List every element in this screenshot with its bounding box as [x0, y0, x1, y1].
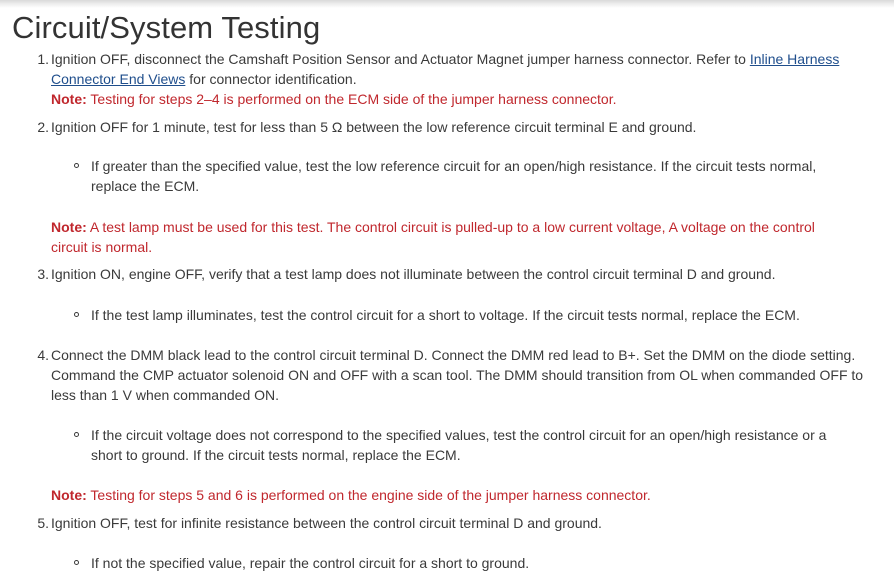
note-label: Note:: [51, 219, 87, 235]
bullet-text: If the circuit voltage does not correspond to the specified values, test the control circuit for an open/high resistance or a: [91, 427, 827, 443]
bullet-icon: [74, 432, 79, 437]
note-text: Testing for steps 5 and 6 is performed on the engine side of the jumper harness connector.: [90, 487, 651, 503]
bullet-icon: [74, 163, 79, 168]
step-text: [51, 69, 357, 89]
step-text-segment: Ignition OFF, disconnect the Camshaft Position Sensor and Actuator Magnet jumper harness connector. Refer to: [51, 51, 750, 67]
step-text: [51, 49, 839, 69]
step-text: less than 1 V when commanded ON.: [51, 387, 280, 403]
step-text: Ignition ON, engine OFF, verify that a test lamp does not illuminate between the control circuit terminal D and ground.: [51, 266, 776, 282]
inline-harness-link[interactable]: Inline Harness: [749, 51, 840, 67]
note-text: A test lamp must be used for this test. The control circuit is pulled-up to a low current voltage, A voltage on the control: [89, 219, 815, 235]
bullet-icon: [74, 312, 79, 317]
note-label: Note:: [51, 91, 87, 107]
bullet-icon: [74, 560, 79, 565]
note-label: Note:: [51, 487, 87, 503]
bullet-text: replace the ECM.: [91, 178, 200, 194]
step-number: 2.: [37, 119, 49, 135]
step-text: Connect the DMM black lead to the control circuit terminal D. Connect the DMM red lead to B+. Set the DMM on the diode setting.: [51, 347, 856, 363]
page-title: Circuit/System Testing: [12, 10, 321, 45]
step-note-continued: circuit is normal.: [51, 239, 153, 255]
bullet-text: If the test lamp illuminates, test the control circuit for a short to voltage. If the circuit tests normal, replace the ECM.: [91, 307, 800, 323]
step-text: Ignition OFF for 1 minute, test for less than 5 Ω between the low reference circuit terminal E and ground.: [51, 119, 697, 135]
note-text: Testing for steps 2–4 is performed on the ECM side of the jumper harness connector.: [90, 91, 617, 107]
step-number: 1.: [37, 51, 49, 67]
step-text-segment: for connector identification.: [189, 71, 357, 87]
connector-end-views-link[interactable]: Connector End Views: [51, 71, 186, 87]
step-text: Ignition OFF, test for infinite resistance between the control circuit terminal D and ground.: [51, 515, 602, 531]
step-note: [51, 217, 815, 237]
step-note: [51, 89, 616, 109]
bullet-text: If greater than the specified value, test the low reference circuit for an open/high resistance. If the circuit tests normal,: [91, 158, 817, 174]
bullet-text: If not the specified value, repair the control circuit for a short to ground.: [91, 555, 530, 571]
step-text: Command the CMP actuator solenoid ON and OFF with a scan tool. The DMM should transition from OL when commanded OFF to: [51, 367, 864, 383]
bullet-text: short to ground. If the circuit tests normal, replace the ECM.: [91, 447, 461, 463]
step-number: 3.: [37, 266, 49, 282]
step-number: 4.: [37, 347, 49, 363]
step-number: 5.: [37, 515, 49, 531]
step-note: [51, 485, 651, 505]
header-shadow: [0, 0, 894, 8]
